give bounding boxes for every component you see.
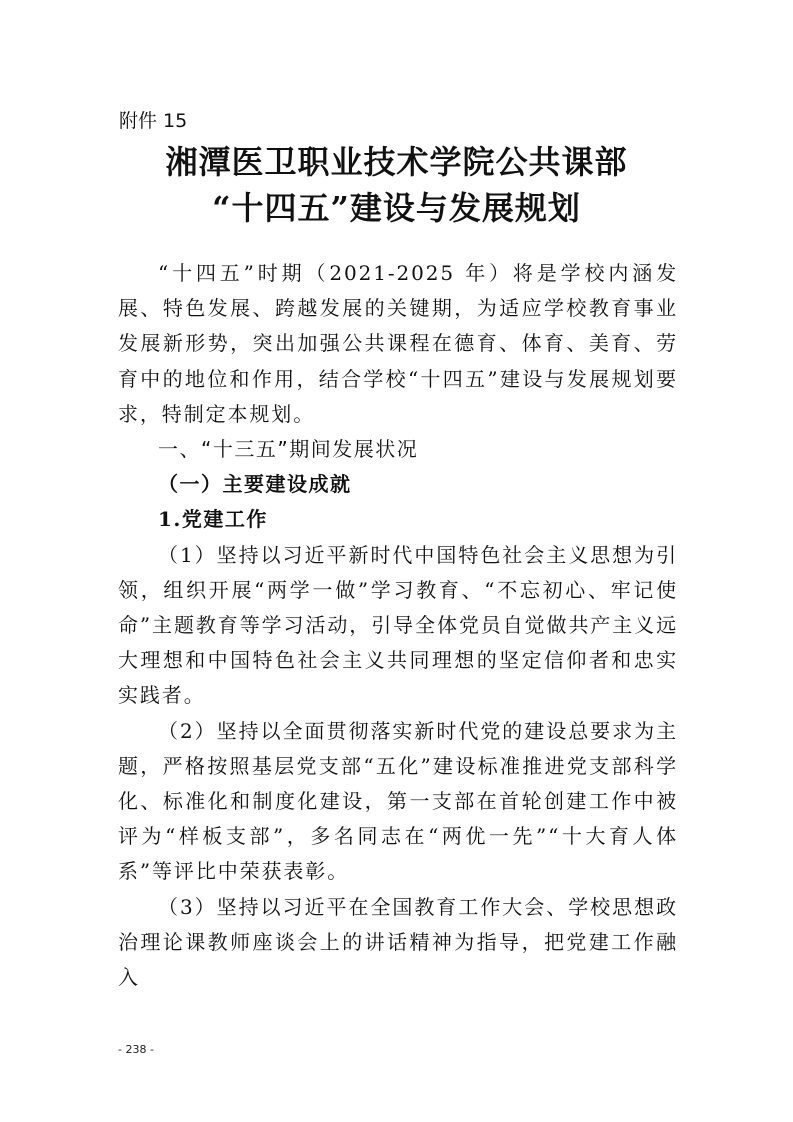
document-body [118,256,678,995]
document-title-line-2: “十四五”建设与发展规划 [212,189,581,227]
subsection-heading: （一）主要建设成就 [158,472,352,497]
paragraph-3: （3）坚持以习近平在全国教育工作大会、学校思想政治理论课教师座谈会上的讲话精神为指导，把党建工作融入 [118,894,678,990]
section-heading: 一、“十三五”期间发展状况 [158,437,419,462]
page-number: - 238 - [118,1043,154,1056]
document-title-line-1: 湘潭医卫职业技术学院公共课部 [165,143,628,181]
item-heading: 1.党建工作 [158,507,268,532]
intro-paragraph: “十四五”时期（2021-2025 年）将是学校内涵发展、特色发展、跨越发展的关键期，为适应学校教育事业发展新形势，突出加强公共课程在德育、体育、美育、劳育中的地位和作用，结合学校“十四五”建设与发展规划要求，特制定本规划。 [118,261,678,426]
paragraph-1: （1）坚持以习近平新时代中国特色社会主义思想为引领，组织开展“两学一做”学习教育、“不忘初心、牢记使命”主题教育等学习活动，引导全体党员自觉做共产主义远大理想和中国特色社会主义共同理想的坚定信仰者和忠实实践者。 [118,542,678,708]
attachment-label: 附件 15 [119,110,188,132]
paragraph-2: （2）坚持以全面贯彻落实新时代党的建设总要求为主题，严格按照基层党支部“五化”建设标准推进党支部科学化、标准化和制度化建设，第一支部在首轮创建工作中被评为“样板支部”，多名同志在“两优一先”“十大育人体系”等评比中荣获表彰。 [118,718,678,884]
